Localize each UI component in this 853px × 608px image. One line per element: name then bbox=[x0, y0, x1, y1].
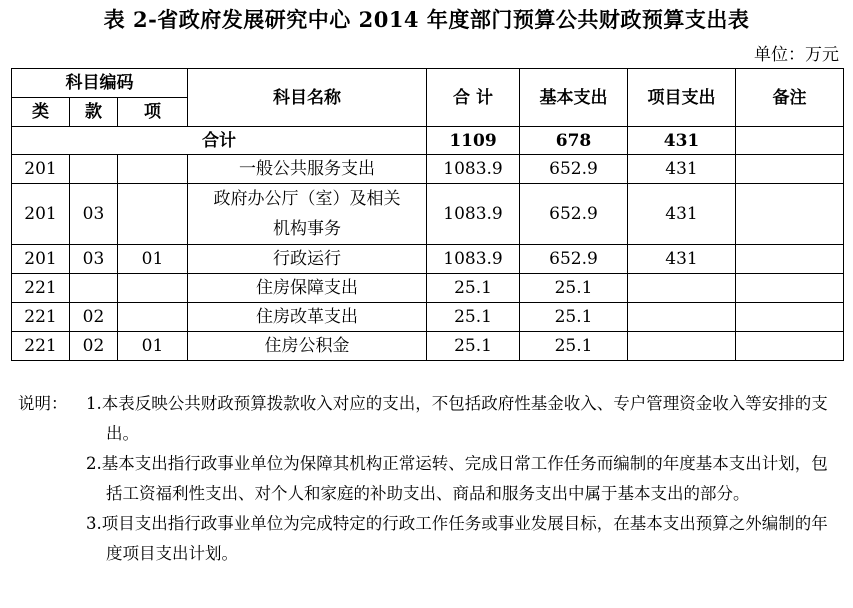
notes-label: 说明： bbox=[18, 394, 68, 413]
cell-name: 行政运行 bbox=[188, 245, 427, 274]
cell-kuan: 02 bbox=[70, 332, 118, 361]
table-row bbox=[12, 332, 844, 361]
header-row-1 bbox=[12, 69, 844, 98]
header-kuan: 款 bbox=[70, 98, 118, 127]
cell-total: 25.1 bbox=[427, 274, 520, 303]
total-total: 1109 bbox=[427, 127, 520, 155]
header-total: 合 计 bbox=[427, 69, 520, 127]
budget-table bbox=[11, 68, 844, 361]
cell-lei: 221 bbox=[12, 332, 70, 361]
cell-kuan: 03 bbox=[70, 184, 118, 245]
header-lei: 类 bbox=[12, 98, 70, 127]
cell-remark bbox=[736, 245, 844, 274]
cell-project bbox=[628, 303, 736, 332]
note-text-1: 1.本表反映公共财政预算拨款收入对应的支出，不包括政府性基金收入、专户管理资金收入等安排的支出。 bbox=[86, 394, 828, 443]
cell-project bbox=[628, 332, 736, 361]
cell-remark bbox=[736, 274, 844, 303]
cell-remark bbox=[736, 303, 844, 332]
total-project: 431 bbox=[628, 127, 736, 155]
cell-lei: 201 bbox=[12, 155, 70, 184]
cell-total: 1083.9 bbox=[427, 245, 520, 274]
cell-name: 政府办公厅（室）及相关机构事务 bbox=[188, 184, 427, 245]
cell-xiang bbox=[118, 155, 188, 184]
cell-name: 住房改革支出 bbox=[188, 303, 427, 332]
cell-remark bbox=[736, 332, 844, 361]
cell-lei: 201 bbox=[12, 245, 70, 274]
note-item bbox=[18, 449, 844, 509]
notes-section bbox=[18, 389, 844, 569]
unit-label: 单位：万元 bbox=[754, 45, 839, 65]
header-project: 项目支出 bbox=[628, 69, 736, 127]
total-basic: 678 bbox=[520, 127, 628, 155]
cell-basic: 652.9 bbox=[520, 155, 628, 184]
note-text-3: 3.项目支出指行政事业单位为完成特定的行政工作任务或事业发展目标，在基本支出预算之外编制的年度项目支出计划。 bbox=[86, 514, 828, 563]
note-item bbox=[18, 389, 844, 449]
cell-basic: 652.9 bbox=[520, 245, 628, 274]
cell-lei: 221 bbox=[12, 303, 70, 332]
header-remark: 备注 bbox=[736, 69, 844, 127]
cell-total: 25.1 bbox=[427, 332, 520, 361]
note-text-2: 2.基本支出指行政事业单位为保障其机构正常运转、完成日常工作任务而编制的年度基本支出计划，包括工资福利性支出、对个人和家庭的补助支出、商品和服务支出中属于基本支出的部分。 bbox=[86, 454, 828, 503]
header-subject-name: 科目名称 bbox=[188, 69, 427, 127]
cell-basic: 25.1 bbox=[520, 332, 628, 361]
cell-xiang bbox=[118, 184, 188, 245]
table-row bbox=[12, 303, 844, 332]
cell-kuan: 02 bbox=[70, 303, 118, 332]
cell-kuan: 03 bbox=[70, 245, 118, 274]
cell-project bbox=[628, 274, 736, 303]
cell-kuan bbox=[70, 155, 118, 184]
total-remark bbox=[736, 127, 844, 155]
cell-xiang: 01 bbox=[118, 332, 188, 361]
cell-project: 431 bbox=[628, 245, 736, 274]
header-subject-code: 科目编码 bbox=[12, 69, 188, 98]
cell-lei: 201 bbox=[12, 184, 70, 245]
cell-remark bbox=[736, 184, 844, 245]
cell-total: 1083.9 bbox=[427, 155, 520, 184]
cell-basic: 25.1 bbox=[520, 274, 628, 303]
table-row bbox=[12, 245, 844, 274]
cell-basic: 25.1 bbox=[520, 303, 628, 332]
total-row bbox=[12, 127, 844, 155]
cell-basic: 652.9 bbox=[520, 184, 628, 245]
cell-name: 住房公积金 bbox=[188, 332, 427, 361]
total-label: 合计 bbox=[12, 127, 427, 155]
header-basic: 基本支出 bbox=[520, 69, 628, 127]
cell-name: 住房保障支出 bbox=[188, 274, 427, 303]
cell-project: 431 bbox=[628, 155, 736, 184]
table-row bbox=[12, 274, 844, 303]
cell-kuan bbox=[70, 274, 118, 303]
table-row bbox=[12, 184, 844, 245]
cell-remark bbox=[736, 155, 844, 184]
cell-xiang bbox=[118, 274, 188, 303]
table-title: 表 2-省政府发展研究中心 2014 年度部门预算公共财政预算支出表 bbox=[103, 7, 750, 32]
cell-xiang bbox=[118, 303, 188, 332]
cell-total: 1083.9 bbox=[427, 184, 520, 245]
cell-project: 431 bbox=[628, 184, 736, 245]
table-row bbox=[12, 155, 844, 184]
cell-total: 25.1 bbox=[427, 303, 520, 332]
header-xiang: 项 bbox=[118, 98, 188, 127]
cell-lei: 221 bbox=[12, 274, 70, 303]
note-item bbox=[18, 509, 844, 569]
cell-xiang: 01 bbox=[118, 245, 188, 274]
cell-name: 一般公共服务支出 bbox=[188, 155, 427, 184]
